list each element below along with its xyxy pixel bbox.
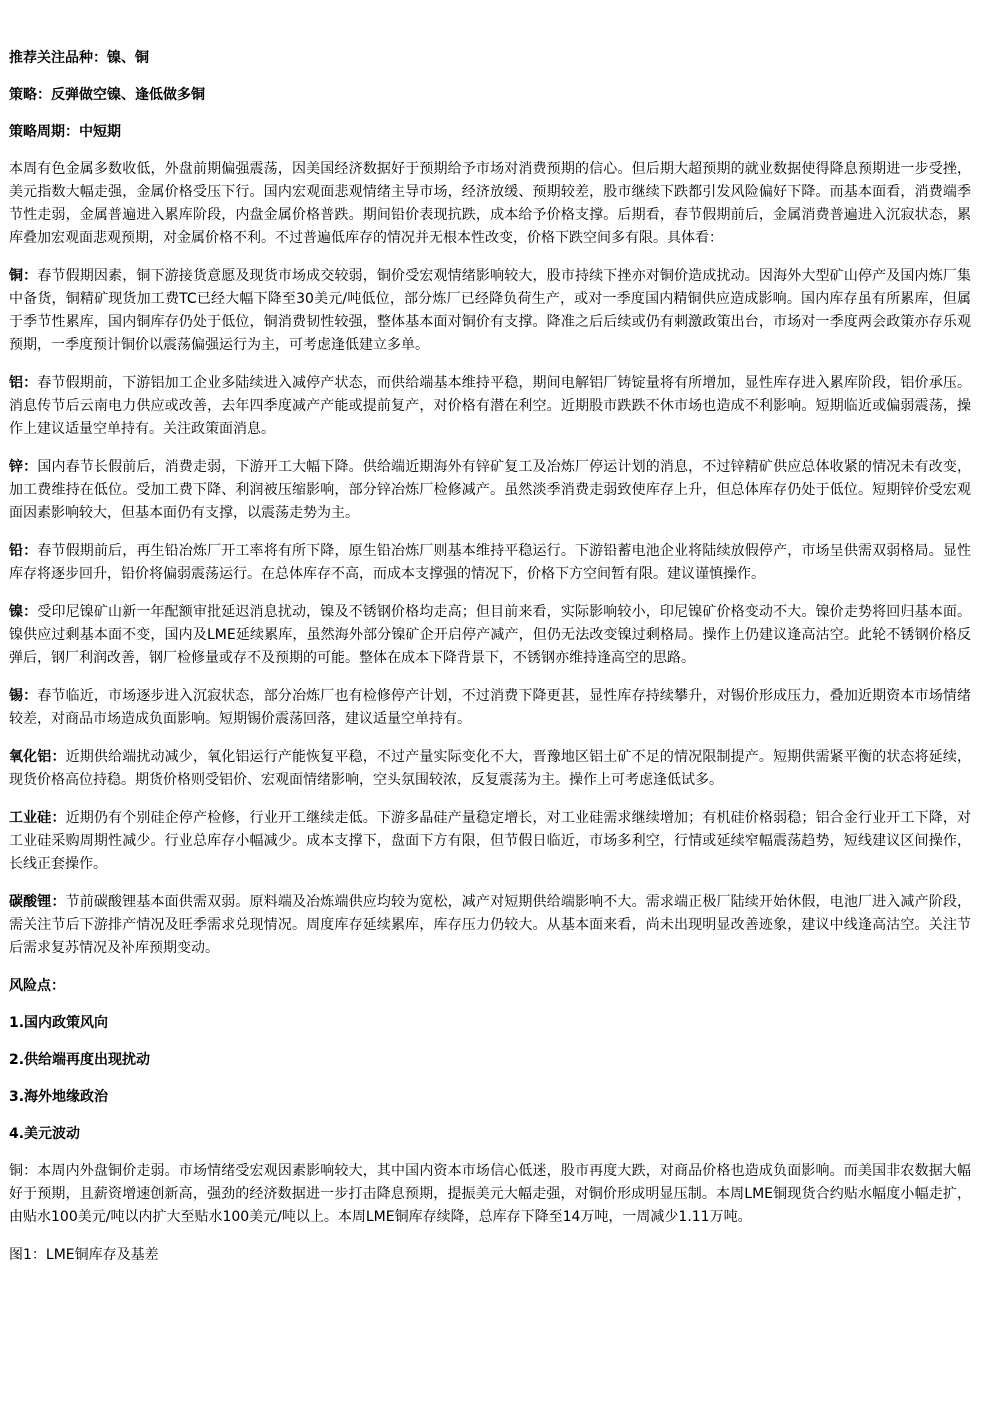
- lithium-carbonate-label: 碳酸锂：: [9, 894, 66, 910]
- lead-label: 铅：: [9, 543, 38, 559]
- strategy-period: 策略周期：中短期: [9, 124, 121, 140]
- copper-section: [9, 265, 971, 357]
- strategy-line: 策略：反弹做空镍、逢低做多铜: [9, 87, 205, 103]
- figure-caption: 图1：LME铜库存及基差: [9, 1247, 159, 1263]
- market-overview: 本周有色金属多数收低，外盘前期偏强震荡，因美国经济数据好于预期给予市场对消费预期的信心。但后期大超预期的就业数据使得降息预期进一步受挫，美元指数大幅走强，金属价格受压下行。国内宏观面悲观情绪主导市场，经济放缓、预期较差，股市继续下跌都引发风险偏好下降。而基本面看，消费端季节性走弱，金属普遍进入累库阶段，内盘金属价格普跌。期间铅价表现抗跌，成本给予价格支撑。后期看，春节假期前后，金属消费普遍进入沉寂状态，累库叠加宏观面悲观预期，对金属价格不利。不过普遍低库存的情况并无根本性改变，价格下跌空间多有限。具体看：: [9, 161, 971, 246]
- industrial-silicon-label: 工业硅：: [9, 810, 66, 826]
- risk-points-title: 风险点：: [9, 978, 65, 994]
- nickel-text: 受印尼镍矿山新一年配额审批延迟消息扰动，镍及不锈钢价格均走高；但目前来看，实际影响较小，印尼镍矿价格变动不大。镍价走势将回归基本面。镍供应过剩基本面不变，国内及LME延续累库，虽然海外部分镍矿企开启停产减产，但仍无法改变镍过剩格局。操作上仍建议逢高沽空。此轮不锈钢价格反弹后，钢厂利润改善，钢厂检修量或存不及预期的可能。整体在成本下降背景下，不锈钢亦维持逢高空的思路。: [9, 604, 972, 666]
- industrial-silicon-section: [9, 807, 971, 876]
- copper-label: 铜：: [9, 268, 38, 284]
- aluminum-label: 铝：: [9, 375, 38, 391]
- alumina-text: 近期供给端扰动减少，氧化铝运行产能恢复平稳，不过产量实际变化不大，晋豫地区铝土矿不足的情况限制提产。短期供需紧平衡的状态将延续，现货价格高位持稳。期货价格则受铝价、宏观面情绪影响，空头氛围较浓，反复震荡为主。操作上可考虑逢低试多。: [9, 749, 972, 788]
- lead-text: 春节假期前后，再生铅冶炼厂开工率将有所下降，原生铅冶炼厂则基本维持平稳运行。下游铅蓄电池企业将陆续放假停产，市场呈供需双弱格局。显性库存将逐步回升，铅价将偏弱震荡运行。在总体库存不高，而成本支撑强的情况下，价格下方空间暂有限。建议谨慎操作。: [9, 543, 972, 582]
- zinc-section: [9, 456, 971, 525]
- zinc-text: 国内春节长假前后，消费走弱，下游开工大幅下降。供给端近期海外有锌矿复工及冶炼厂停运计划的消息，不过锌精矿供应总体收紧的情况未有改变，加工费维持在低位。受加工费下降、利润被压缩影响，部分锌冶炼厂检修减产。虽然淡季消费走弱致使库存上升，但总体库存仍处于低位。短期锌价受宏观面因素影响较大，但基本面仍有支撑，以震荡走势为主。: [9, 459, 972, 521]
- tin-section: [9, 685, 971, 731]
- copper-weekly-review: 铜：本周内外盘铜价走弱。市场情绪受宏观因素影响较大，其中国内资本市场信心低迷，股市再度大跌，对商品价格也造成负面影响。而美国非农数据大幅好于预期，且薪资增速创新高，强劲的经济数据进一步打击降息预期，提振美元大幅走强，对铜价形成明显压制。本周LME铜现货合约贴水幅度小幅走扩，由贴水100美元/吨以内扩大至贴水100美元/吨以上。本周LME铜库存续降，总库存下降至14万吨，一周减少1.11万吨。: [9, 1163, 971, 1225]
- alumina-section: [9, 746, 971, 792]
- tin-text: 春节临近，市场逐步进入沉寂状态，部分冶炼厂也有检修停产计划，不过消费下降更甚，显性库存持续攀升，对锡价形成压力，叠加近期资本市场情绪较差，对商品市场造成负面影响。短期锡价震荡回落，建议适量空单持有。: [9, 688, 972, 727]
- alumina-label: 氧化铝：: [9, 749, 66, 765]
- tin-label: 锡：: [9, 688, 38, 704]
- risk-item: 2.供给端再度出现扰动: [9, 1052, 151, 1068]
- recommended-varieties: 推荐关注品种：镍、铜: [9, 50, 149, 66]
- nickel-section: [9, 601, 971, 670]
- aluminum-text: 春节假期前，下游铝加工企业多陆续进入减停产状态，而供给端基本维持平稳，期间电解铝厂铸锭量将有所增加，显性库存进入累库阶段，铝价承压。消息传节后云南电力供应或改善，去年四季度减产产能或提前复产，对价格有潜在利空。近期股市跌跌不休市场也造成不利影响。短期临近或偏弱震荡，操作上建议适量空单持有。关注政策面消息。: [9, 375, 972, 437]
- lithium-carbonate-text: 节前碳酸锂基本面供需双弱。原料端及冶炼端供应均较为宽松，减产对短期供给端影响不大。需求端正极厂陆续开始休假，电池厂进入减产阶段，需关注节后下游排产情况及旺季需求兑现情况。周度库存延续累库，库存压力仍较大。从基本面来看，尚未出现明显改善迹象，建议中线逢高沽空。关注节后需求复苏情况及补库预期变动。: [9, 894, 972, 956]
- zinc-label: 锌：: [9, 459, 38, 475]
- risk-item: 3.海外地缘政治: [9, 1089, 109, 1105]
- risk-item: 4.美元波动: [9, 1126, 81, 1142]
- aluminum-section: [9, 372, 971, 441]
- industrial-silicon-text: 近期仍有个别硅企停产检修，行业开工继续走低。下游多晶硅产量稳定增长，对工业硅需求继续增加；有机硅价格弱稳；铝合金行业开工下降，对工业硅采购周期性减少。行业总库存小幅减少。成本支撑下，盘面下方有限，但节假日临近，市场多利空，行情或延续窄幅震荡趋势，短线建议区间操作，长线正套操作。: [9, 810, 972, 872]
- risk-item: 1.国内政策风向: [9, 1015, 109, 1031]
- lithium-carbonate-section: [9, 891, 971, 960]
- nickel-label: 镍：: [9, 604, 38, 620]
- lead-section: [9, 540, 971, 586]
- copper-text: 春节假期因素，铜下游接货意愿及现货市场成交较弱，铜价受宏观情绪影响较大，股市持续下挫亦对铜价造成扰动。因海外大型矿山停产及国内炼厂集中备货，铜精矿现货加工费TC已经大幅下降至30美元/吨低位，部分炼厂已经降负荷生产，或对一季度国内精铜供应造成影响。国内库存虽有所累库，但属于季节性累库，国内铜库存仍处于低位，铜消费韧性较强，整体基本面对铜价有支撑。降准之后后续或仍有刺激政策出台，市场对一季度两会政策亦存乐观预期，一季度预计铜价以震荡偏强运行为主，可考虑逢低建立多单。: [9, 268, 972, 353]
